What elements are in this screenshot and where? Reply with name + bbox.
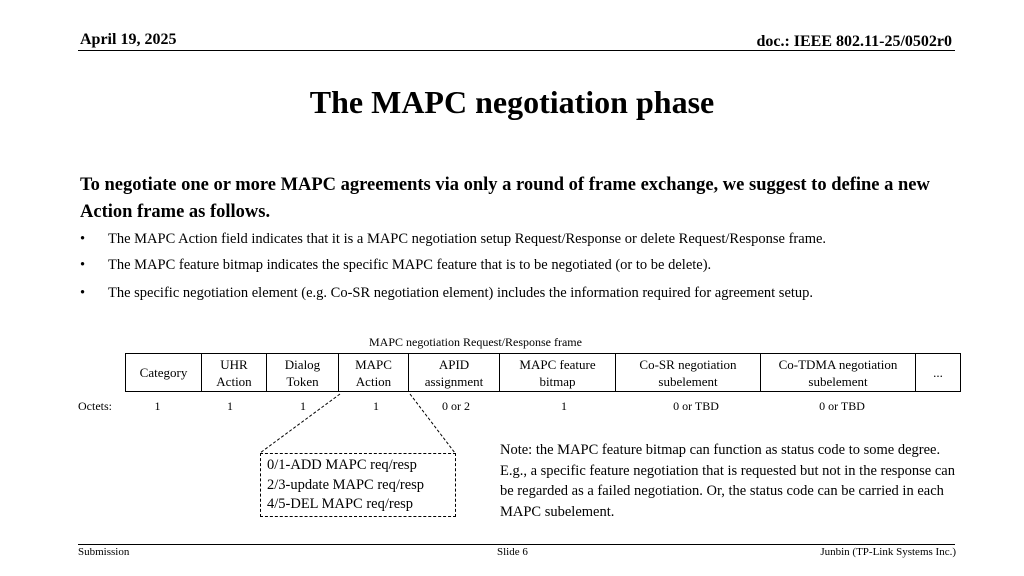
octets-label: Octets: (78, 399, 112, 413)
octet-value: 1 (154, 399, 161, 413)
octet-value: 0 or TBD (819, 399, 865, 413)
note-text: Note: the MAPC feature bitmap can function as status code to some degree. E.g., a specific feature negotiation that is requested but not in the response can be regarded as a failed negotiation. Or, the status code can be carried in each MAPC subelement. (500, 442, 955, 520)
bullet-marker: • (80, 257, 86, 273)
field-ellipsis: ... (916, 354, 961, 392)
callout-connector-right (410, 394, 455, 453)
footer-submission: Submission (78, 546, 130, 558)
octet-value: 0 or TBD (673, 399, 719, 413)
callout-connector-left (260, 394, 340, 453)
bullet-text: The specific negotiation element (e.g. Co-SR negotiation element) includes the information required for agreement setup. (108, 285, 814, 301)
field-mapc-action: MAPC Action (339, 354, 409, 392)
frame-format-title: MAPC negotiation Request/Response frame (369, 335, 582, 349)
bullet-text: The MAPC feature bitmap indicates the specific MAPC feature that is to be negotiated (or to be delete). (108, 257, 712, 273)
footer-author: Junbin (TP-Link Systems Inc.) (820, 546, 956, 558)
footer-divider (78, 544, 955, 545)
callout-line: 0/1-ADD MAPC req/resp (267, 457, 417, 473)
octet-value: 1 (373, 399, 379, 413)
field-dialog-token: Dialog Token (267, 354, 339, 392)
slide-title: The MAPC negotiation phase (309, 84, 715, 120)
bullet-marker: • (80, 285, 86, 301)
header-date: April 19, 2025 (80, 31, 177, 48)
field-co-tdma-subelement: Co-TDMA negotiation subelement (761, 354, 916, 392)
octet-value: 1 (561, 399, 567, 413)
field-apid-assignment: APID assignment (409, 354, 500, 392)
callout-line: 4/5-DEL MAPC req/resp (267, 496, 414, 512)
intro-text: To negotiate one or more MAPC agreements via only a round of frame exchange, we suggest to define a new Action frame as follows. (80, 175, 930, 222)
field-co-sr-subelement: Co-SR negotiation subelement (616, 354, 761, 392)
callout-line: 2/3-update MAPC req/resp (267, 476, 425, 493)
field-uhr-action: UHR Action (202, 354, 267, 392)
mapc-action-values-callout (260, 453, 456, 517)
bullet-text: The MAPC Action field indicates that it is a MAPC negotiation setup Request/Response or delete Request/Response frame. (108, 231, 827, 247)
bullet-marker: • (80, 231, 86, 247)
field-mapc-feature-bitmap: MAPC feature bitmap (500, 354, 616, 392)
footer-slide-number: Slide 6 (497, 546, 528, 558)
octet-value: 0 or 2 (442, 399, 470, 413)
octet-value: 1 (227, 399, 233, 413)
field-category: Category (126, 354, 202, 392)
header-doc-id: doc.: IEEE 802.11-25/0502r0 (756, 33, 952, 50)
octet-value: 1 (300, 399, 306, 413)
